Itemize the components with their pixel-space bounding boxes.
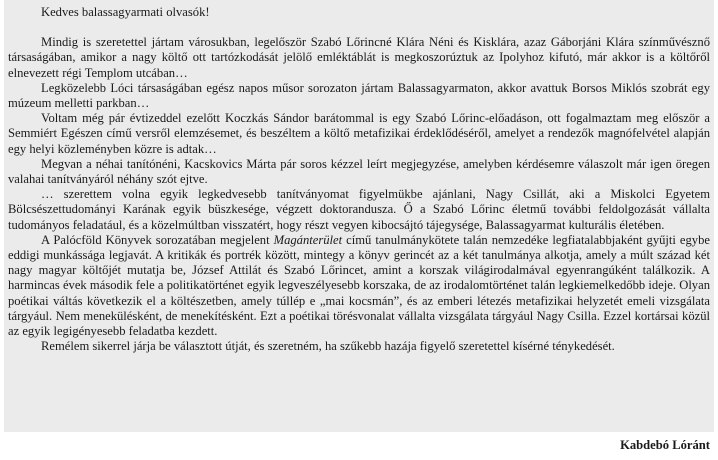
paragraph-4: Megvan a néhai tanítónéni, Kacskovics Márta pár soros kézzel leírt megjegyzése, amelyben kérdésemre válaszolt már igen öregen valahai tanítványáról néhány szót ejtve. — [8, 156, 710, 187]
paragraph-6 — [8, 233, 710, 339]
paragraph-1: Mindig is szeretettel jártam városukban, legelőször Szabó Lőrincné Klára Néni és Kisklára, azaz Gáborjáni Klára színművésznő társaságában, amikor a nagy költő ott tartózkodását jelölő emléktáblát is megkoszorúztuk az Ipolyhoz kifutó, már akkor is a költőről elnevezett régi Templom utcában… — [8, 35, 710, 80]
paragraph-5: … szerettem volna egyik legkedvesebb tanítványomat figyelmükbe ajánlani, Nagy Csillát, aki a Miskolci Egyetem Bölcsészettudományi Karának egyik büszkesége, végzett doktorandusza. Ő a Szabó Lőrinc életmű további feldolgozását vállalta tudományos feladatául, és a közelmúltban visszatért, hogy részt vegyen kibocsájtó tájegysége, Balassagyarmat kulturális életében. — [8, 187, 710, 232]
paragraph-6-body: című tanulmánykötete talán nemzedéke legfiatalabbjaként gyűjti egybe eddigi munkássága legjavát. A kritikák és portrék között, mintegy a könyv gerincét az a két tanulmánya alkotja, amely a múlt század két nagy magyar költőjét mutatja be, József Attilát és Szabó Lőrincet, amint a korszak világirodalmával egyenrangúként találkozik. A harmincas évek második fele a politikatörténet egyik legveszélyesebb korszaka, de az irodalomtörténet talán legkiemelkedőbb ideje. Olyan poétikai váltás következik el a költészetben, amely túllép e „mai kocsmán”, és az emberi létezés metafizikai helyzetét emeli vizsgálata tárgyául. Nem menekülésként, de menekítésként. Ezt a poétikai törésvonalat vállalta vizsgálata tárgyául Nagy Csilla. Ezzel kortársai közül az egyik legigényesebb feladatba kezdett. — [8, 232, 710, 339]
paragraph-7: Remélem sikerrel járja be választott útját, és szeretném, ha szűkebb hazája figyelő szeretettel kísérné ténykedését. — [41, 339, 615, 354]
paragraph-6-intro: A Palócföld Könyvek sorozatában megjelent — [41, 232, 274, 247]
paragraph-2: Legközelebb Lóci társaságában egész napos műsor sorozaton jártam Balassagyarmaton, akkor avattuk Borsos Miklós szobrát egy múzeum melletti parkban… — [8, 80, 710, 111]
salutation: Kedves balassagyarmati olvasók! — [41, 5, 210, 19]
letter-box — [4, 0, 714, 432]
book-title: Magánterület — [273, 232, 343, 247]
paragraph-3: Voltam még pár évtizeddel ezelőtt Koczkás Sándor barátommal is egy Szabó Lőrinc-előadáson, ott fogalmaztam meg először a Semmiért Egészen című versről elemzésemet, és beszéltem a költő metafizikai érdeklődéséről, amelyet a rendezők magnófelvétel alapján egy helyi közleményben közre is adtak… — [8, 111, 710, 156]
signature: Kabdebó Lóránt — [620, 438, 710, 452]
